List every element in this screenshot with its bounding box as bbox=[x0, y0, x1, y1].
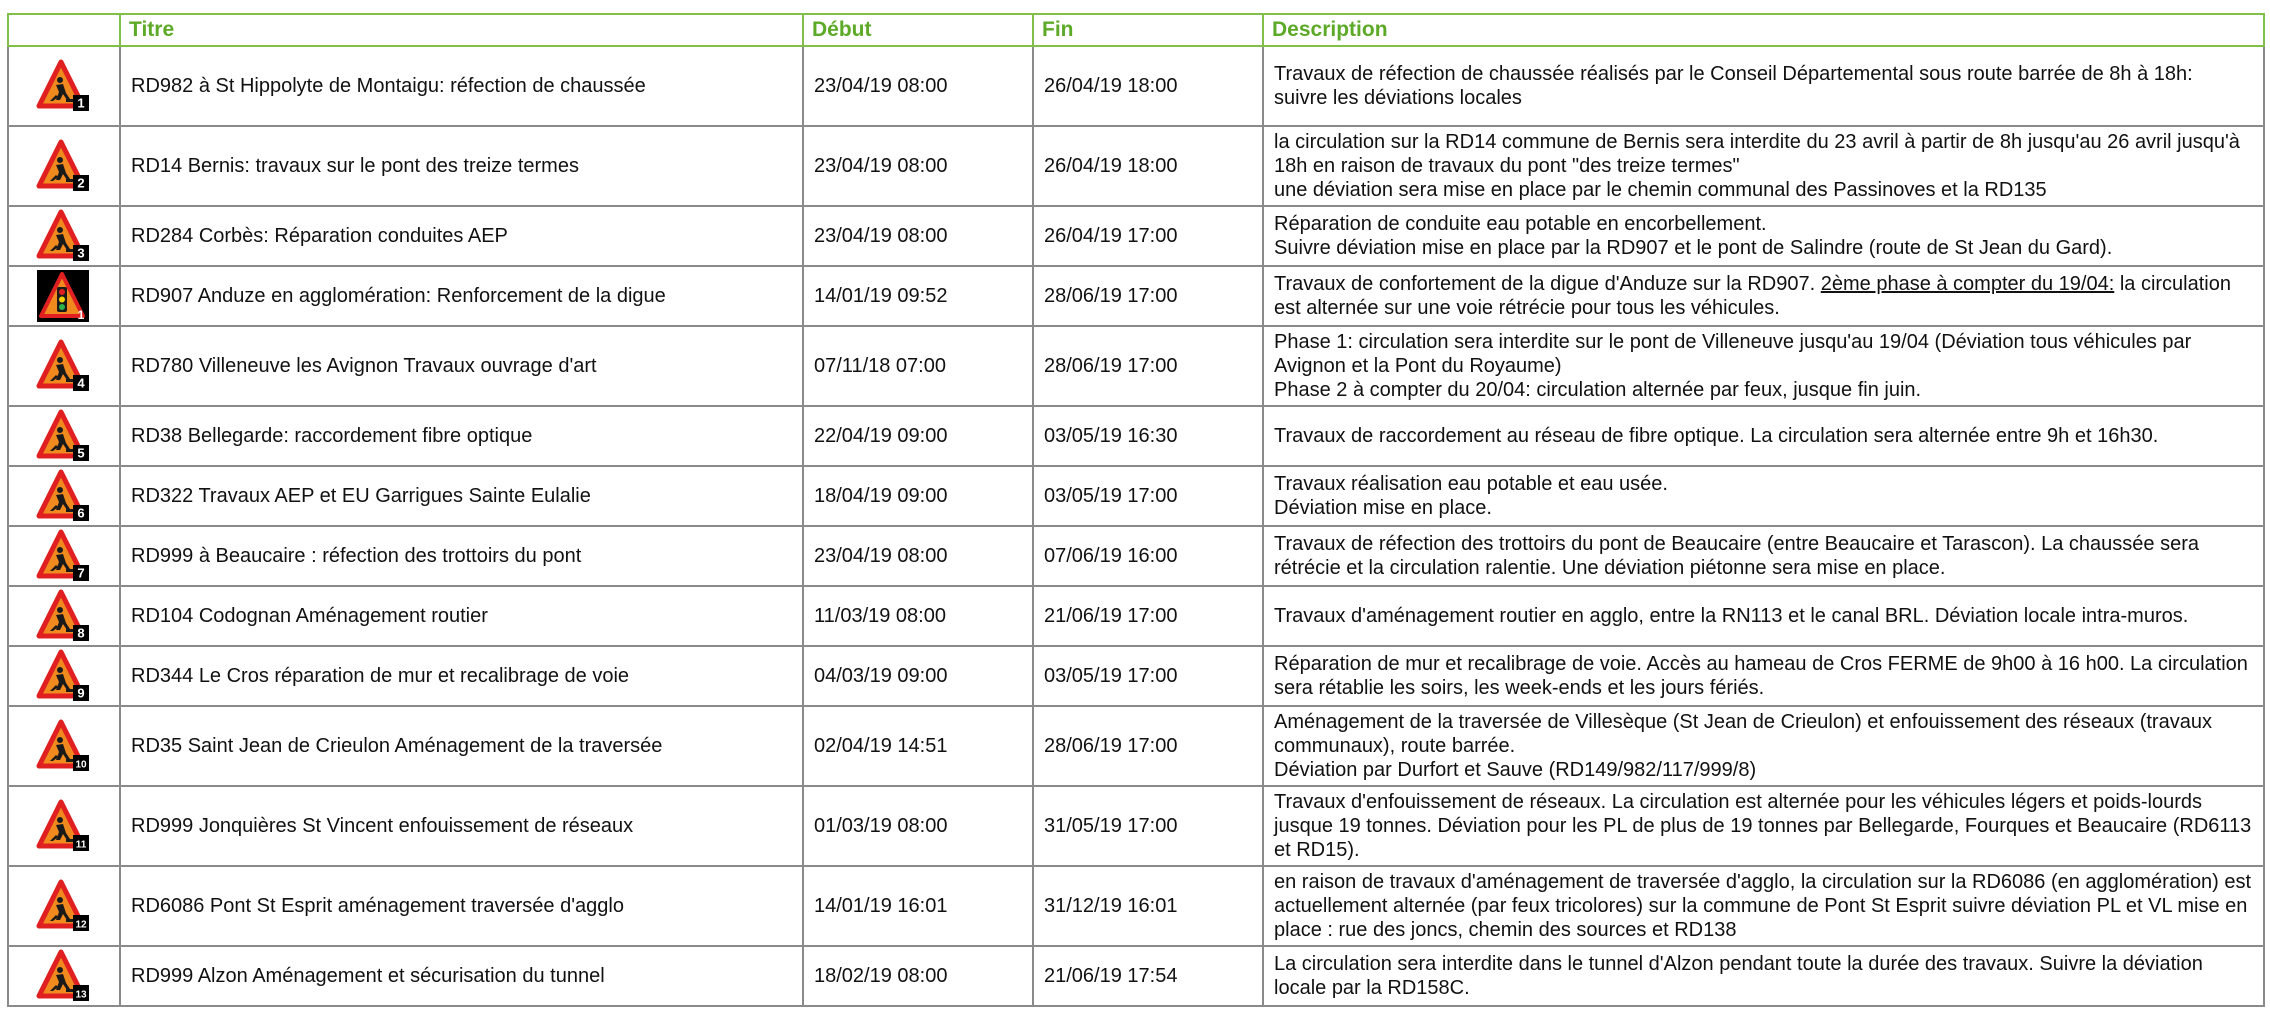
row-start-date: 14/01/19 16:01 bbox=[803, 866, 1033, 946]
description-line: Aménagement de la traversée de Villesèque (St Jean de Crieulon) et enfouissement des réseaux (travaux communaux), route barrée. bbox=[1274, 711, 2212, 757]
table-row[interactable] bbox=[8, 266, 2264, 326]
row-description bbox=[1263, 46, 2264, 126]
svg-text:9: 9 bbox=[77, 685, 85, 701]
description-line: Déviation par Durfort et Sauve (RD149/982/117/999/8) bbox=[1274, 759, 1757, 781]
svg-text:8: 8 bbox=[77, 625, 85, 641]
svg-text:11: 11 bbox=[75, 839, 87, 851]
svg-text:2: 2 bbox=[77, 175, 85, 191]
row-start-date: 22/04/19 09:00 bbox=[803, 406, 1033, 466]
svg-text:10: 10 bbox=[75, 759, 87, 771]
header-end[interactable]: Fin bbox=[1033, 14, 1263, 46]
svg-text:3: 3 bbox=[77, 245, 85, 261]
traffic-light-sign-icon bbox=[8, 266, 120, 326]
row-end-date: 26/04/19 18:00 bbox=[1033, 46, 1263, 126]
row-start-date: 02/04/19 14:51 bbox=[803, 706, 1033, 786]
roadworks-sign-icon bbox=[8, 646, 120, 706]
row-title: RD104 Codognan Aménagement routier bbox=[120, 586, 803, 646]
table-header-row bbox=[8, 14, 2264, 46]
svg-text:1: 1 bbox=[77, 95, 85, 111]
svg-text:5: 5 bbox=[77, 445, 85, 461]
description-line: La circulation sera interdite dans le tunnel d'Alzon pendant toute la durée des travaux. Suivre la déviation locale par la RD158C. bbox=[1274, 953, 2203, 999]
row-end-date: 31/05/19 17:00 bbox=[1033, 786, 1263, 866]
header-title[interactable]: Titre bbox=[120, 14, 803, 46]
description-line: la circulation sur la RD14 commune de Bernis sera interdite du 23 avril à partir de 8h jusqu'au 26 avril jusqu'à 18h en raison de travaux du pont "des treize termes" bbox=[1274, 131, 2240, 177]
table-row[interactable] bbox=[8, 646, 2264, 706]
roadworks-sign-icon bbox=[8, 46, 120, 126]
row-end-date: 03/05/19 16:30 bbox=[1033, 406, 1263, 466]
row-title: RD284 Corbès: Réparation conduites AEP bbox=[120, 206, 803, 266]
row-title: RD344 Le Cros réparation de mur et recalibrage de voie bbox=[120, 646, 803, 706]
description-line: une déviation sera mise en place par le chemin communal des Passinoves et la RD135 bbox=[1274, 179, 2047, 201]
row-start-date: 23/04/19 08:00 bbox=[803, 526, 1033, 586]
description-line: Travaux réalisation eau potable et eau usée. bbox=[1274, 473, 1668, 495]
roadworks-sign-icon bbox=[8, 466, 120, 526]
row-start-date: 14/01/19 09:52 bbox=[803, 266, 1033, 326]
description-text: Travaux de confortement de la digue d'Anduze sur la RD907. bbox=[1274, 273, 1821, 295]
roadworks-sign-icon bbox=[8, 206, 120, 266]
roadworks-sign-icon bbox=[8, 526, 120, 586]
row-title: RD14 Bernis: travaux sur le pont des treize termes bbox=[120, 126, 803, 206]
row-title: RD982 à St Hippolyte de Montaigu: réfection de chaussée bbox=[120, 46, 803, 126]
row-description bbox=[1263, 206, 2264, 266]
row-title: RD6086 Pont St Esprit aménagement traversée d'agglo bbox=[120, 866, 803, 946]
roadworks-sign-icon bbox=[8, 786, 120, 866]
description-line: Travaux d'enfouissement de réseaux. La circulation est alternée pour les véhicules légers et poids-lourds jusque 19 tonnes. Déviation pour les PL de plus de 19 tonnes par Bellegarde, Fourques et Beaucaire (RD6113 et RD15). bbox=[1274, 791, 2252, 861]
row-start-date: 07/11/18 07:00 bbox=[803, 326, 1033, 406]
row-title: RD999 Jonquières St Vincent enfouissement de réseaux bbox=[120, 786, 803, 866]
description-line: Travaux d'aménagement routier en agglo, entre la RN113 et le canal BRL. Déviation locale intra-muros. bbox=[1274, 605, 2189, 627]
row-end-date: 28/06/19 17:00 bbox=[1033, 266, 1263, 326]
header-icon bbox=[8, 14, 120, 46]
row-end-date: 21/06/19 17:00 bbox=[1033, 586, 1263, 646]
row-description bbox=[1263, 406, 2264, 466]
row-start-date: 18/04/19 09:00 bbox=[803, 466, 1033, 526]
roadworks-sign-icon bbox=[8, 126, 120, 206]
row-description bbox=[1263, 326, 2264, 406]
table-row[interactable] bbox=[8, 326, 2264, 406]
description-line: Phase 1: circulation sera interdite sur le pont de Villeneuve jusqu'au 19/04 (Déviation tous véhicules par Avignon et la Pont du Royaume) bbox=[1274, 331, 2192, 377]
description-line: Phase 2 à compter du 20/04: circulation alternée par feux, jusque fin juin. bbox=[1274, 379, 1922, 401]
row-title: RD907 Anduze en agglomération: Renforcement de la digue bbox=[120, 266, 803, 326]
row-end-date: 28/06/19 17:00 bbox=[1033, 326, 1263, 406]
roadworks-sign-icon bbox=[8, 586, 120, 646]
description-line: Réparation de mur et recalibrage de voie. Accès au hameau de Cros FERME de 9h00 à 16 h00. La circulation sera rétablie les soirs, les week-ends et les jours fériés. bbox=[1274, 653, 2248, 699]
row-start-date: 23/04/19 08:00 bbox=[803, 126, 1033, 206]
table-row[interactable] bbox=[8, 126, 2264, 206]
row-end-date: 26/04/19 18:00 bbox=[1033, 126, 1263, 206]
row-description bbox=[1263, 586, 2264, 646]
header-description[interactable]: Description bbox=[1263, 14, 2264, 46]
description-underlined-text: 2ème phase à compter du 19/04: bbox=[1820, 273, 2115, 295]
row-start-date: 01/03/19 08:00 bbox=[803, 786, 1033, 866]
table-row[interactable] bbox=[8, 586, 2264, 646]
roadworks-sign-icon bbox=[8, 946, 120, 1006]
roadworks-sign-icon bbox=[8, 706, 120, 786]
table-row[interactable] bbox=[8, 706, 2264, 786]
row-end-date: 28/06/19 17:00 bbox=[1033, 706, 1263, 786]
row-start-date: 23/04/19 08:00 bbox=[803, 206, 1033, 266]
description-line: Suivre déviation mise en place par la RD907 et le pont de Salindre (route de St Jean du Gard). bbox=[1274, 237, 2113, 259]
header-start[interactable]: Début bbox=[803, 14, 1033, 46]
row-title: RD38 Bellegarde: raccordement fibre optique bbox=[120, 406, 803, 466]
row-title: RD35 Saint Jean de Crieulon Aménagement de la traversée bbox=[120, 706, 803, 786]
svg-text:6: 6 bbox=[77, 505, 85, 521]
svg-text:7: 7 bbox=[77, 565, 85, 581]
roadworks-sign-icon bbox=[8, 326, 120, 406]
svg-text:13: 13 bbox=[75, 989, 87, 1001]
row-start-date: 04/03/19 09:00 bbox=[803, 646, 1033, 706]
table-row[interactable] bbox=[8, 46, 2264, 126]
svg-text:4: 4 bbox=[77, 375, 85, 391]
row-end-date: 07/06/19 16:00 bbox=[1033, 526, 1263, 586]
row-end-date: 03/05/19 17:00 bbox=[1033, 466, 1263, 526]
row-end-date: 26/04/19 17:00 bbox=[1033, 206, 1263, 266]
row-description bbox=[1263, 266, 2264, 326]
description-line: Déviation mise en place. bbox=[1274, 497, 1492, 519]
roadworks-table bbox=[7, 13, 2265, 1007]
description-line: suivre les déviations locales bbox=[1274, 87, 1522, 109]
row-end-date: 31/12/19 16:01 bbox=[1033, 866, 1263, 946]
row-title: RD999 Alzon Aménagement et sécurisation du tunnel bbox=[120, 946, 803, 1006]
svg-text:12: 12 bbox=[75, 919, 87, 931]
roadworks-sign-icon bbox=[8, 406, 120, 466]
row-description bbox=[1263, 646, 2264, 706]
description-line: Travaux de raccordement au réseau de fibre optique. La circulation sera alternée entre 9h et 16h30. bbox=[1274, 425, 2159, 447]
svg-text:1: 1 bbox=[77, 308, 85, 322]
row-description bbox=[1263, 706, 2264, 786]
row-description bbox=[1263, 126, 2264, 206]
description-line: Travaux de réfection des trottoirs du pont de Beaucaire (entre Beaucaire et Tarascon). La chaussée sera rétrécie et la circulation ralentie. Une déviation piétonne sera mise en place. bbox=[1274, 533, 2199, 579]
table-row[interactable] bbox=[8, 786, 2264, 866]
row-description bbox=[1263, 466, 2264, 526]
row-title: RD322 Travaux AEP et EU Garrigues Sainte Eulalie bbox=[120, 466, 803, 526]
roadworks-sign-icon bbox=[8, 866, 120, 946]
table-row[interactable] bbox=[8, 526, 2264, 586]
description-line: Travaux de réfection de chaussée réalisés par le Conseil Départemental sous route barrée de 8h à 18h: bbox=[1274, 63, 2193, 85]
row-title: RD999 à Beaucaire : réfection des trottoirs du pont bbox=[120, 526, 803, 586]
row-start-date: 18/02/19 08:00 bbox=[803, 946, 1033, 1006]
table-row[interactable] bbox=[8, 866, 2264, 946]
row-description bbox=[1263, 786, 2264, 866]
row-description bbox=[1263, 946, 2264, 1006]
row-end-date: 03/05/19 17:00 bbox=[1033, 646, 1263, 706]
row-end-date: 21/06/19 17:54 bbox=[1033, 946, 1263, 1006]
description-line: en raison de travaux d'aménagement de traversée d'agglo, la circulation sur la RD6086 (en agglomération) est actuellement alternée (par feux tricolores) sur la commune de Pont St Esprit suivre déviation PL et VL mise en place : rue des joncs, chemin des sources et RD138 bbox=[1274, 871, 2252, 941]
description-line: Réparation de conduite eau potable en encorbellement. bbox=[1274, 213, 1767, 235]
description-line bbox=[1274, 272, 2253, 320]
row-description bbox=[1263, 866, 2264, 946]
table-row[interactable] bbox=[8, 466, 2264, 526]
row-description bbox=[1263, 526, 2264, 586]
description-text: la circulation est alternée sur une voie rétrécie pour tous les véhicules. bbox=[1274, 273, 2231, 319]
table-row[interactable] bbox=[8, 206, 2264, 266]
row-start-date: 11/03/19 08:00 bbox=[803, 586, 1033, 646]
table-row[interactable] bbox=[8, 946, 2264, 1006]
row-title: RD780 Villeneuve les Avignon Travaux ouvrage d'art bbox=[120, 326, 803, 406]
table-row[interactable] bbox=[8, 406, 2264, 466]
row-start-date: 23/04/19 08:00 bbox=[803, 46, 1033, 126]
